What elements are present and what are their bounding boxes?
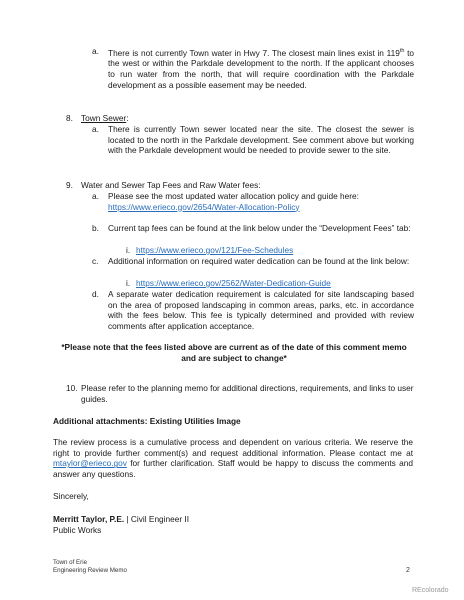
item-9c-marker: c. (92, 256, 99, 266)
item-9b-marker: b. (92, 223, 99, 233)
water-allocation-policy-link[interactable]: https://www.erieco.gov/2654/Water-Allocation-Policy (108, 201, 300, 212)
signoff: Sincerely, (53, 491, 89, 501)
item-9a-text: Please see the most updated water allocation policy and guide here: https://www.erieco.gov/2654/Water-Allocation-Policy (108, 191, 359, 212)
footer-doc-title: Engineering Review Memo (53, 567, 127, 574)
item-8-heading: Town Sewer: (81, 113, 129, 123)
water-dedication-guide-link[interactable]: https://www.erieco.gov/2562/Water-Dedication-Guide (136, 278, 331, 288)
item-7a-marker: a. (92, 46, 99, 56)
item-9d-marker: d. (92, 289, 99, 299)
item-10-text: Please refer to the planning memo for additional directions, requirements, and links to user guides. (81, 383, 414, 404)
watermark: REcolorado (412, 587, 449, 594)
fee-note: *Please note that the fees listed above are current as of the date of this comment memo and are subject to change* (61, 342, 407, 363)
attachments-heading: Additional attachments: Existing Utilities Image (53, 416, 241, 426)
item-9c-text: Additional information on required water dedication can be found at the link below: (108, 256, 410, 266)
signature-line (53, 514, 353, 525)
item-9a-marker: a. (92, 191, 99, 201)
footer-org: Town of Erie (53, 559, 88, 566)
item-10-number: 10. (66, 383, 78, 393)
item-9b-i-marker: i. (126, 245, 131, 255)
email-link[interactable]: mtaylor@erieco.gov (53, 458, 127, 469)
item-9d-text: A separate water dedication requirement is calculated for site landscaping based on the area of proposed landscaping in common areas, parks, etc. in accordance with the fees below. This fee is typically determined and provided with review comments after application acceptance. (108, 289, 414, 331)
item-7a-text: There is not currently Town water in Hwy 7. The closest main lines exist in 119th to the west or within the Parkdale development to the north. If the applicant chooses to run water from the north, that will require coordination with the Parkdale development as a possible easement may be needed. (108, 47, 414, 90)
footer-page-number: 2 (406, 567, 410, 574)
item-9c-i-marker: i. (126, 278, 131, 288)
item-9b-text: Current tap fees can be found at the link below under the “Development Fees” tab: (108, 223, 411, 233)
item-8a-text: There is currently Town sewer located near the site. The closest the sewer is located to the north in the Parkdale development. See comment above but working with the Parkdale development would be needed to provide sewer to the site. (108, 124, 414, 156)
signature-department: Public Works (53, 525, 102, 535)
closing-paragraph: The review process is a cumulative process and dependent on various criteria. We reserve the right to provide further comment(s) and request additional information. Please contact me at mtaylor@erieco.gov for further clarification. Staff would be happy to discuss the comments and answer any questions. (53, 437, 413, 479)
item-8a-marker: a. (92, 124, 99, 134)
signature-title: | Civil Engineer II (124, 514, 190, 524)
fee-schedules-link[interactable]: https://www.erieco.gov/121/Fee-Schedules (136, 245, 294, 255)
item-9-heading: Water and Sewer Tap Fees and Raw Water fees: (81, 180, 261, 190)
signature-name: Merritt Taylor, P.E. (53, 514, 125, 524)
item-9-number: 9. (66, 180, 73, 190)
item-8-number: 8. (66, 113, 73, 123)
